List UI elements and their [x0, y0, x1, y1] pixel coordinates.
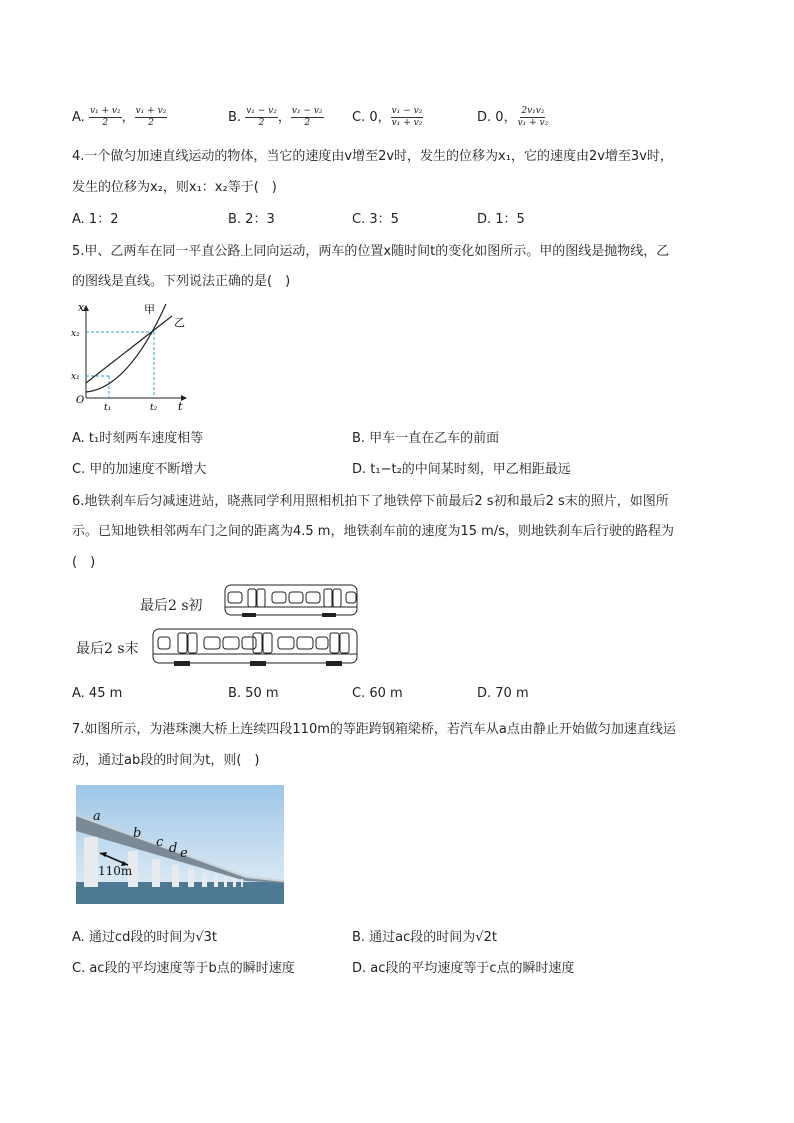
point-e-label: e: [180, 846, 188, 861]
option-lead: 0，: [495, 110, 517, 125]
q4-option-b[interactable]: B. 2：3: [228, 212, 275, 227]
q6-stem-line1: 6.地铁刹车后匀减速进站，晓燕同学利用照相机拍下了地铁停下前最后2 s初和最后2 s末的照片，如图所: [72, 494, 669, 509]
q7-option-d[interactable]: D. ac段的平均速度等于c点的瞬时速度: [352, 961, 575, 976]
y-axis-label: x: [78, 301, 85, 314]
q7-stem-line1: 7.如图所示，为港珠澳大桥上连续四段110m的等距跨钢箱梁桥，若汽车从a点由静止开始做匀加速直线运: [72, 722, 676, 737]
q6-option-d[interactable]: D. 70 m: [477, 686, 529, 701]
train-photo-start: [222, 583, 358, 619]
line-yi-label: 乙: [174, 316, 185, 329]
option-letter: C.: [352, 110, 366, 125]
photo-label-start: 最后2 s初: [140, 598, 203, 614]
q7-stem-line2: 动，通过ab段的时间为t，则( ): [72, 753, 260, 768]
origin-label: O: [76, 395, 85, 406]
q3-option-a[interactable]: [72, 106, 167, 129]
point-d-label: d: [169, 841, 178, 856]
q5-option-d[interactable]: D. t₁−t₂的中间某时刻，甲乙相距最远: [352, 462, 571, 477]
span-length-label: 110m: [98, 864, 133, 878]
q3-option-b[interactable]: [228, 106, 324, 129]
q5-stem-line2: 的图线是直线。下列说法正确的是( ): [72, 274, 291, 289]
fraction: $\frac{\text{v₁ − v₂}}{\text{v₁ + v₂}}$: [391, 106, 423, 128]
x1-label: x₁: [71, 372, 80, 382]
q7-option-a[interactable]: A. 通过cd段的时间为√3t: [72, 930, 217, 945]
train-photo-end: [150, 627, 358, 669]
point-b-label: b: [133, 826, 142, 841]
fraction: $\frac{\text{v₁ + v₂}}{2}$: [135, 106, 167, 128]
q3-option-d[interactable]: [477, 106, 549, 129]
q3-option-c[interactable]: [352, 106, 423, 129]
x-axis-label: t: [178, 400, 183, 413]
option-letter: B.: [228, 110, 242, 125]
t2-label: t₂: [150, 403, 158, 413]
q6-option-c[interactable]: C. 60 m: [352, 686, 403, 701]
fraction: $\frac{\text{v₁ − v₂}}{2}$: [291, 106, 323, 128]
line-yi: [86, 316, 172, 383]
q5-option-a[interactable]: A. t₁时刻两车速度相等: [72, 431, 204, 446]
q4-stem-line1: 4.一个做匀加速直线运动的物体，当它的速度由v增至2v时，发生的位移为x₁，它的速度由2v增至3v时，: [72, 149, 673, 164]
point-a-label: a: [93, 809, 101, 824]
curve-jia-label: 甲: [144, 303, 155, 316]
q4-stem-line2: 发生的位移为x₂，则x₁：x₂等于( ): [72, 180, 277, 195]
q4-option-c[interactable]: C. 3：5: [352, 212, 399, 227]
q5-option-c[interactable]: C. 甲的加速度不断增大: [72, 462, 207, 477]
fraction: $\frac{\text{v₁ − v₂}}{2}$: [246, 106, 277, 128]
q4-option-a[interactable]: A. 1：2: [72, 212, 119, 227]
q5-option-b[interactable]: B. 甲车一直在乙车的前面: [352, 431, 500, 446]
photo-label-end: 最后2 s末: [76, 641, 139, 657]
t1-label: t₁: [104, 403, 112, 413]
option-letter: A.: [72, 110, 85, 125]
option-lead: 0，: [369, 110, 391, 125]
q7-option-b[interactable]: B. 通过ac段的时间为√2t: [352, 930, 497, 945]
q6-stem-line3: ( ): [72, 555, 96, 570]
q6-option-a[interactable]: A. 45 m: [72, 686, 123, 701]
q4-option-d[interactable]: D. 1：5: [477, 212, 525, 227]
x2-label: x₂: [71, 329, 80, 339]
separator: ，: [121, 110, 135, 125]
separator: ，: [277, 110, 291, 125]
q5-stem-line1: 5.甲、乙两车在同一平直公路上同向运动，两车的位置x随时间t的变化如图所示。甲的图线是抛物线，乙: [72, 244, 670, 259]
option-letter: D.: [477, 110, 492, 125]
fraction: $\frac{\text{2v₁v₂}}{\text{v₁ + v₂}}$: [517, 106, 549, 128]
q6-stem-line2: 示。已知地铁相邻两车门之间的距离为4.5 m，地铁刹车前的速度为15 m/s，则地铁刹车后行驶的路程为: [72, 524, 674, 539]
fraction: $\frac{\text{v₁ + v₂}}{2}$: [89, 106, 121, 128]
point-c-label: c: [156, 835, 164, 850]
bridge-photo: [76, 785, 284, 904]
q5-position-time-graph: [68, 296, 190, 416]
q7-option-c[interactable]: C. ac段的平均速度等于b点的瞬时速度: [72, 961, 295, 976]
q6-option-b[interactable]: B. 50 m: [228, 686, 279, 701]
